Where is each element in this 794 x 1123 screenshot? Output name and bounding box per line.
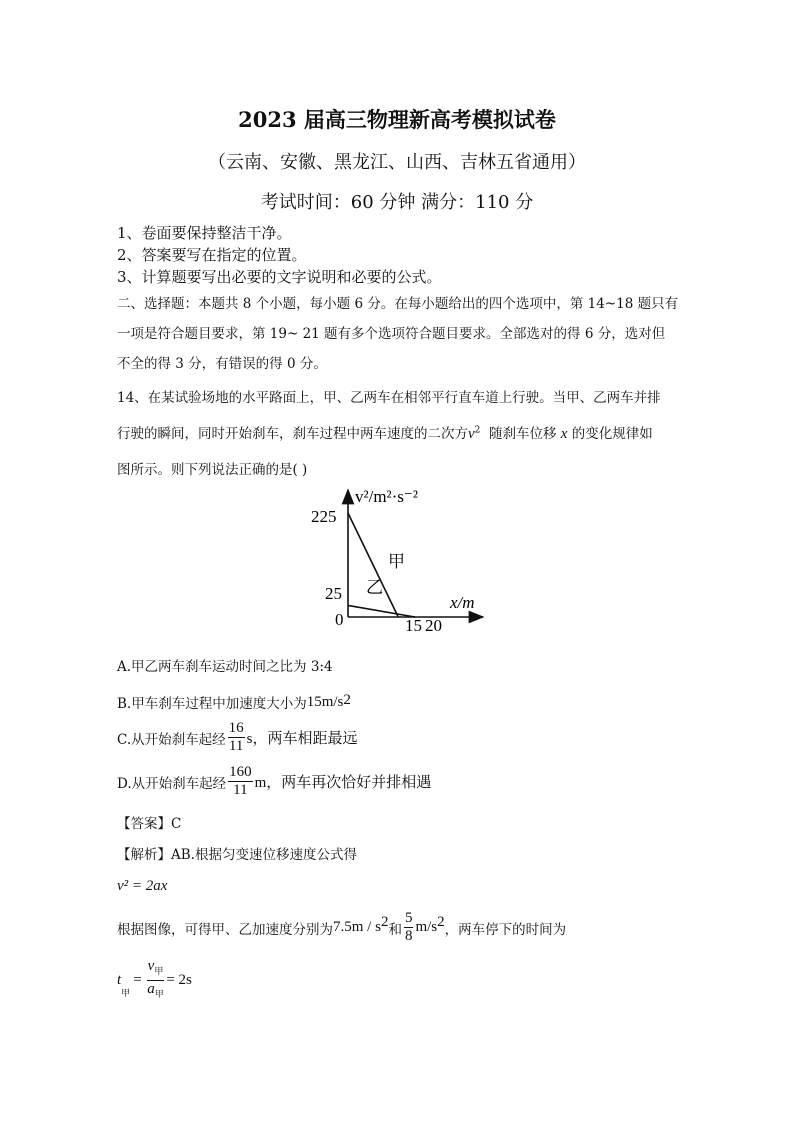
question-text-a: 行驶的瞬间，同时开始刹车，刹车过程中两车速度的二次方: [117, 426, 468, 442]
page-subtitle: （云南、安徽、黑龙江、山西、吉林五省通用）: [208, 152, 586, 173]
formula-t-jia: t $_甲$ = $\frac{v_甲}{a_甲}$ = 2s: [117, 958, 192, 1003]
option-c-den: 11: [228, 738, 244, 754]
t-frac-den-sub: 甲: [154, 989, 164, 999]
t-fraction: [147, 958, 165, 1003]
accel-yi-den: 8: [404, 928, 413, 944]
option-c-pre: C.从开始刹车起经: [117, 731, 226, 748]
answer: 【答案】C: [117, 816, 182, 832]
option-d-den: 11: [233, 782, 248, 798]
option-d: [117, 764, 431, 799]
option-c: [117, 720, 357, 755]
section-line-1: 二、选择题：本题共 8 个小题，每小题 6 分。在每小题给出的四个选项中，第 14~18 题只有: [117, 296, 679, 312]
exam-meta: 考试时间：60 分钟 满分：110 分: [260, 192, 534, 213]
option-d-fraction: [228, 764, 253, 799]
option-c-num: 16: [228, 720, 244, 736]
t-symbol: t: [117, 972, 122, 988]
y-axis-label: v²/m²·s⁻²: [355, 487, 418, 506]
t-subscript: 甲: [121, 989, 131, 999]
section-line-2: 一项是符合题目要求，第 19~ 21 题有多个选项符合题目要求。全部选对的得 6 分，选对但: [117, 326, 666, 342]
analysis-and: 和: [388, 921, 402, 938]
accel-jia: 7.5m / s: [333, 919, 381, 935]
page-title: 2023 届高三物理新高考模拟试卷: [238, 107, 556, 132]
question-line-2: 行驶的瞬间，同时开始刹车，刹车过程中两车速度的二次方$v^2$ 随刹车位移 x 的变化规律如: [117, 425, 653, 442]
analysis-intro: 【解析】AB.根据匀变速位移速度公式得: [117, 847, 357, 863]
t-frac-num: v: [147, 958, 155, 974]
option-d-num: 160: [229, 764, 252, 780]
var-v: v: [468, 426, 475, 442]
rule-3: 3、计算题要写出必要的文字说明和必要的公式。: [117, 268, 442, 286]
t-result: = 2s: [166, 972, 192, 988]
option-c-post: s，两车相距最远: [246, 731, 358, 747]
var-x: x: [560, 426, 568, 442]
x-axis-label: x/m: [450, 593, 475, 612]
option-b: B.甲车刹车过程中加速度大小为 15m/s 2: [117, 692, 351, 712]
origin-label: 0: [335, 610, 344, 629]
t-frac-den: a: [147, 981, 155, 997]
question-text-c: 的变化规律如: [571, 426, 653, 442]
question-line-3: 图所示。则下列说法正确的是( ): [117, 462, 308, 478]
question-text-b: 随刹车位移: [489, 426, 557, 442]
formula-v2-2ax: v² = 2ax: [117, 878, 168, 894]
y-tick-225: 225: [311, 507, 337, 526]
analysis-line2-post: ，两车停下的时间为: [444, 921, 567, 938]
analysis-line-2: 根据图像，可得甲、乙加速度分别为 7.5m / s 2 和 $\frac{5}{8}$ m/s 2 ，两车停下的时间为: [117, 910, 567, 944]
accel-yi-fraction: [404, 910, 414, 945]
option-c-fraction: [228, 720, 245, 755]
option-a: A.甲乙两车刹车运动时间之比为 3:4: [117, 659, 333, 675]
option-b-value: 15m/s: [306, 693, 344, 710]
option-d-pre: D.从开始刹车起经: [117, 775, 227, 792]
x-tick-15: 15: [405, 616, 422, 632]
analysis-line2-pre: 根据图像，可得甲、乙加速度分别为: [117, 921, 333, 938]
t-frac-num-sub: 甲: [154, 966, 164, 976]
v2-x-graph: [295, 482, 495, 632]
option-d-post: m，两车再次恰好并排相遇: [254, 775, 432, 791]
option-b-text: B.甲车刹车过程中加速度大小为: [117, 696, 307, 712]
series-label-yi: 乙: [366, 578, 383, 597]
y-tick-25: 25: [325, 584, 342, 603]
rule-2: 2、答案要写在指定的位置。: [117, 246, 307, 264]
x-tick-20: 20: [425, 616, 442, 632]
accel-yi-num: 5: [404, 910, 413, 926]
series-label-jia: 甲: [388, 552, 405, 571]
rule-1: 1、卷面要保持整洁干净。: [117, 224, 292, 242]
section-line-3: 不全的得 3 分，有错误的得 0 分。: [117, 356, 327, 372]
accel-yi-unit: m/s: [415, 919, 438, 935]
question-line-1: 14、在某试验场地的水平路面上，甲、乙两车在相邻平行直车道上行驶。当甲、乙两车并排: [117, 390, 661, 406]
